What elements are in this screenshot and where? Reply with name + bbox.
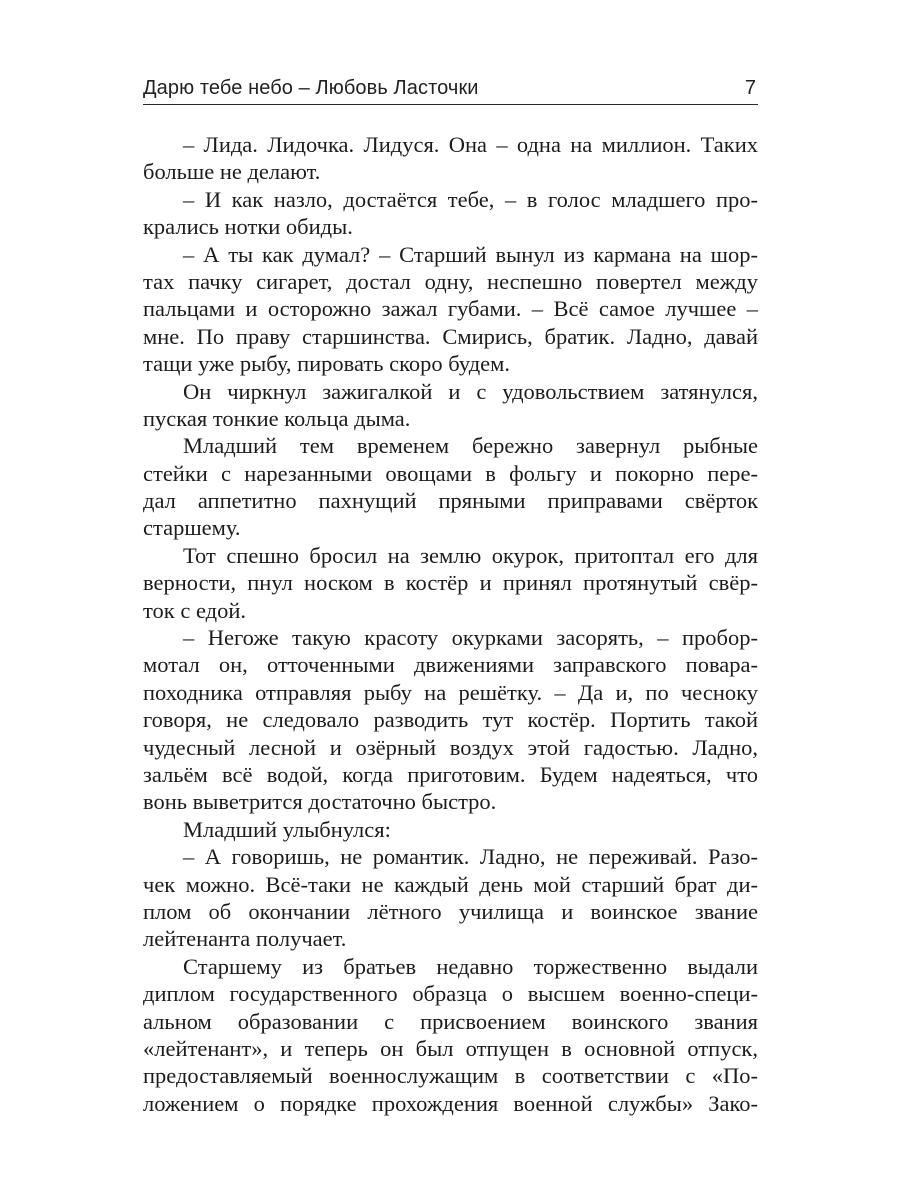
text-line: Младший улыбнулся:: [183, 816, 391, 842]
text-line: ложением о порядке прохождения военной службы» Зако-: [143, 1090, 758, 1116]
text-line: вонь выветрится достаточно быстро.: [143, 789, 497, 815]
text-line: – Лида. Лидочка. Лидуся. Она – одна на миллион. Таких: [183, 132, 758, 157]
text-line: походника отправляя рыбу на решётку. – Да и, по чесноку: [143, 679, 758, 705]
text-line: старшему.: [143, 515, 241, 541]
text-line: Он чиркнул зажигалкой и с удовольствием затянулся,: [183, 378, 758, 404]
text-line: говоря, не следовало разводить тут костёр. Портить такой: [143, 707, 758, 733]
text-line: стейки с нарезанными овощами в фольгу и покорно пере-: [143, 460, 758, 486]
text-line: – А ты как думал? – Старший вынул из кармана на шор-: [183, 241, 758, 267]
text-line: Старшему из братьев недавно торжественно выдали: [183, 953, 758, 979]
text-line: альном образовании с присвоением воинского звания: [143, 1008, 758, 1034]
text-line: верности, пнул носком в костёр и принял протянутый свёр-: [143, 570, 758, 596]
text-line: плом об окончании лётного училища и воинское звание: [143, 898, 758, 924]
text-line: – Негоже такую красоту окурками засорять, – пробор-: [183, 625, 758, 651]
running-header: [143, 74, 758, 105]
text-line: «лейтенант», и теперь он был отпущен в основной отпуск,: [143, 1035, 758, 1061]
text-line: мотал он, отточенными движениями заправского повара-: [143, 652, 758, 678]
text-line: зальём всё водой, когда приготовим. Будем надеяться, что: [143, 761, 758, 787]
text-line: Тот спешно бросил на землю окурок, притоптал его для: [183, 542, 758, 568]
text-line: чек можно. Всё-таки не каждый день мой старший брат ди-: [143, 871, 758, 897]
text-line: тащи уже рыбу, пировать скоро будем.: [143, 351, 511, 377]
text-line: чудесный лесной и озёрный воздух этой гадостью. Ладно,: [143, 734, 758, 760]
page-number: 7: [744, 77, 756, 99]
text-line: ток с едой.: [143, 597, 247, 623]
text-line: пуская тонкие кольца дыма.: [143, 405, 411, 431]
text-line: Младший тем временем бережно завернул рыбные: [183, 433, 758, 459]
text-line: предоставляемый военнослужащим в соответствии с «По-: [143, 1063, 758, 1089]
text-line: дал аппетитно пахнущий пряными приправами свёрток: [143, 488, 758, 514]
text-line: пальцами и осторожно зажал губами. – Всё самое лучшее –: [143, 296, 758, 322]
text-line: больше не делают.: [143, 159, 321, 185]
running-title: Дарю тебе небо – Любовь Ласточки: [143, 77, 479, 99]
text-line: – И как назло, достаётся тебе, – в голос младшего про-: [183, 186, 758, 212]
text-line: диплом государственного образца о высшем военно-специ-: [143, 981, 758, 1007]
body-text: [143, 131, 758, 1117]
text-line: мне. По праву старшинства. Смирись, братик. Ладно, давай: [143, 323, 758, 349]
text-line: тах пачку сигарет, достал одну, неспешно повертел между: [143, 268, 758, 294]
text-line: – А говоришь, не романтик. Ладно, не переживай. Разо-: [183, 844, 758, 870]
text-line: крались нотки обиды.: [143, 214, 353, 240]
text-line: лейтенанта получает.: [143, 926, 347, 952]
